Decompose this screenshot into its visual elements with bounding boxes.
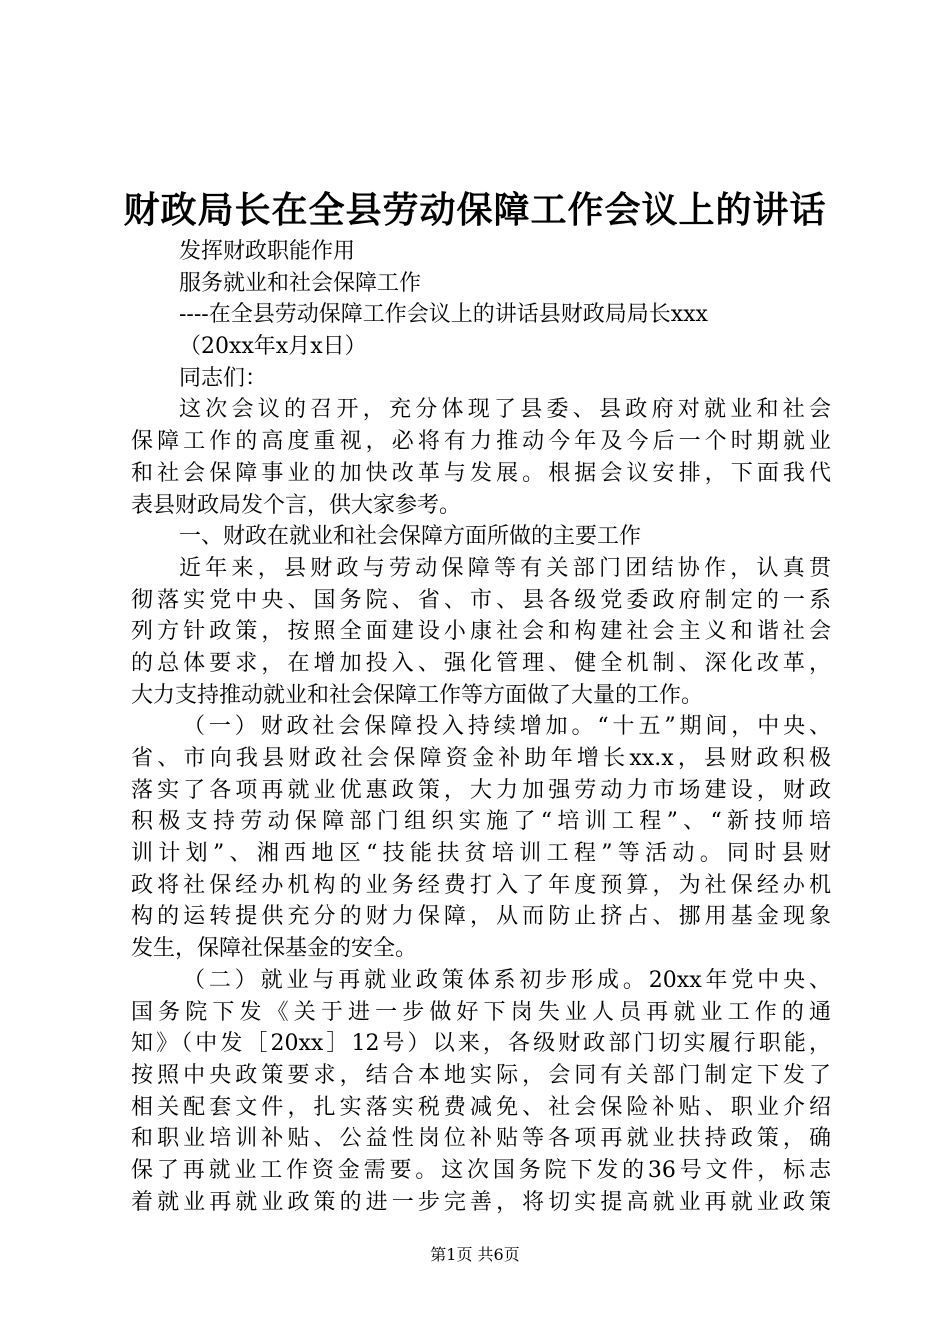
date-line: （20xx年x月x日） bbox=[179, 334, 367, 360]
salutation-line: 同志们： bbox=[179, 365, 268, 391]
paragraph-line: 保障工作的高度重视，必将有力推动今年及今后一个时期就业 bbox=[131, 429, 831, 455]
paragraph-line: （一）财政社会保障投入持续增加。“十五”期间，中央、 bbox=[183, 714, 831, 740]
paragraph-line: 政将社保经办机构的业务经费打入了年度预算，为社保经办机 bbox=[131, 872, 831, 898]
paragraph-line: 的总体要求，在增加投入、强化管理、健全机制、深化改革， bbox=[131, 650, 831, 676]
subtitle-line-1: 发挥财政职能作用 bbox=[179, 239, 356, 264]
paragraph-line: 积极支持劳动保障部门组织实施了“培训工程”、“新技师培 bbox=[131, 809, 831, 835]
document-title: 财政局长在全县劳动保障工作会议上的讲话 bbox=[123, 189, 827, 231]
subtitle-line-2: 服务就业和社会保障工作 bbox=[179, 270, 422, 296]
paragraph-line: 按照中央政策要求，结合本地实际，会同有关部门制定下发了 bbox=[131, 1062, 831, 1088]
paragraph-line: 和职业培训补贴、公益性岗位补贴等各项再就业扶持政策，确 bbox=[131, 1126, 831, 1152]
paragraph-line: 发生，保障社保基金的安全。 bbox=[131, 936, 418, 962]
paragraph-line: 表县财政局发个言，供大家参考。 bbox=[131, 492, 462, 518]
paragraph-line: 近年来，县财政与劳动保障等有关部门团结协作，认真贯 bbox=[179, 555, 831, 581]
section-heading: 一、财政在就业和社会保障方面所做的主要工作 bbox=[179, 524, 642, 550]
paragraph-line: 大力支持推动就业和社会保障工作等方面做了大量的工作。 bbox=[131, 682, 704, 708]
speaker-line: ----在全县劳动保障工作会议上的讲话县财政局局长xxx bbox=[179, 302, 708, 328]
paragraph-line: 训计划”、湘西地区“技能扶贫培训工程”等活动。同时县财 bbox=[131, 841, 831, 867]
paragraph-line: 和社会保障事业的加快改革与发展。根据会议安排，下面我代 bbox=[131, 460, 831, 486]
paragraph-line: 省、市向我县财政社会保障资金补助年增长xx.x，县财政积极 bbox=[131, 746, 831, 771]
paragraph-line: 相关配套文件，扎实落实税费减免、社会保险补贴、职业介绍 bbox=[131, 1094, 831, 1120]
paragraph-line: 彻落实党中央、国务院、省、市、县各级党委政府制定的一系 bbox=[131, 587, 831, 613]
paragraph-line: 这次会议的召开，充分体现了县委、县政府对就业和社会 bbox=[179, 397, 831, 423]
page-number: 第1页 共6页 bbox=[430, 1245, 520, 1264]
paragraph-line: 保了再就业工作资金需要。这次国务院下发的36号文件，标志 bbox=[131, 1157, 831, 1183]
paragraph-line: 构的运转提供充分的财力保障，从而防止挤占、挪用基金现象 bbox=[131, 904, 831, 930]
paragraph-line: 着就业再就业政策的进一步完善，将切实提高就业再就业政策 bbox=[131, 1189, 831, 1215]
paragraph-line: 落实了各项再就业优惠政策，大力加强劳动力市场建设，财政 bbox=[131, 777, 831, 803]
paragraph-line: 列方针政策，按照全面建设小康社会和构建社会主义和谐社会 bbox=[131, 619, 831, 645]
paragraph-line: （二）就业与再就业政策体系初步形成。20xx年党中央、 bbox=[183, 967, 831, 993]
paragraph-line: 知》（中发［20xx］12号）以来，各级财政部门切实履行职能， bbox=[131, 1031, 831, 1057]
document-body bbox=[131, 236, 831, 1218]
paragraph-line: 国务院下发《关于进一步做好下岗失业人员再就业工作的通 bbox=[131, 999, 831, 1025]
